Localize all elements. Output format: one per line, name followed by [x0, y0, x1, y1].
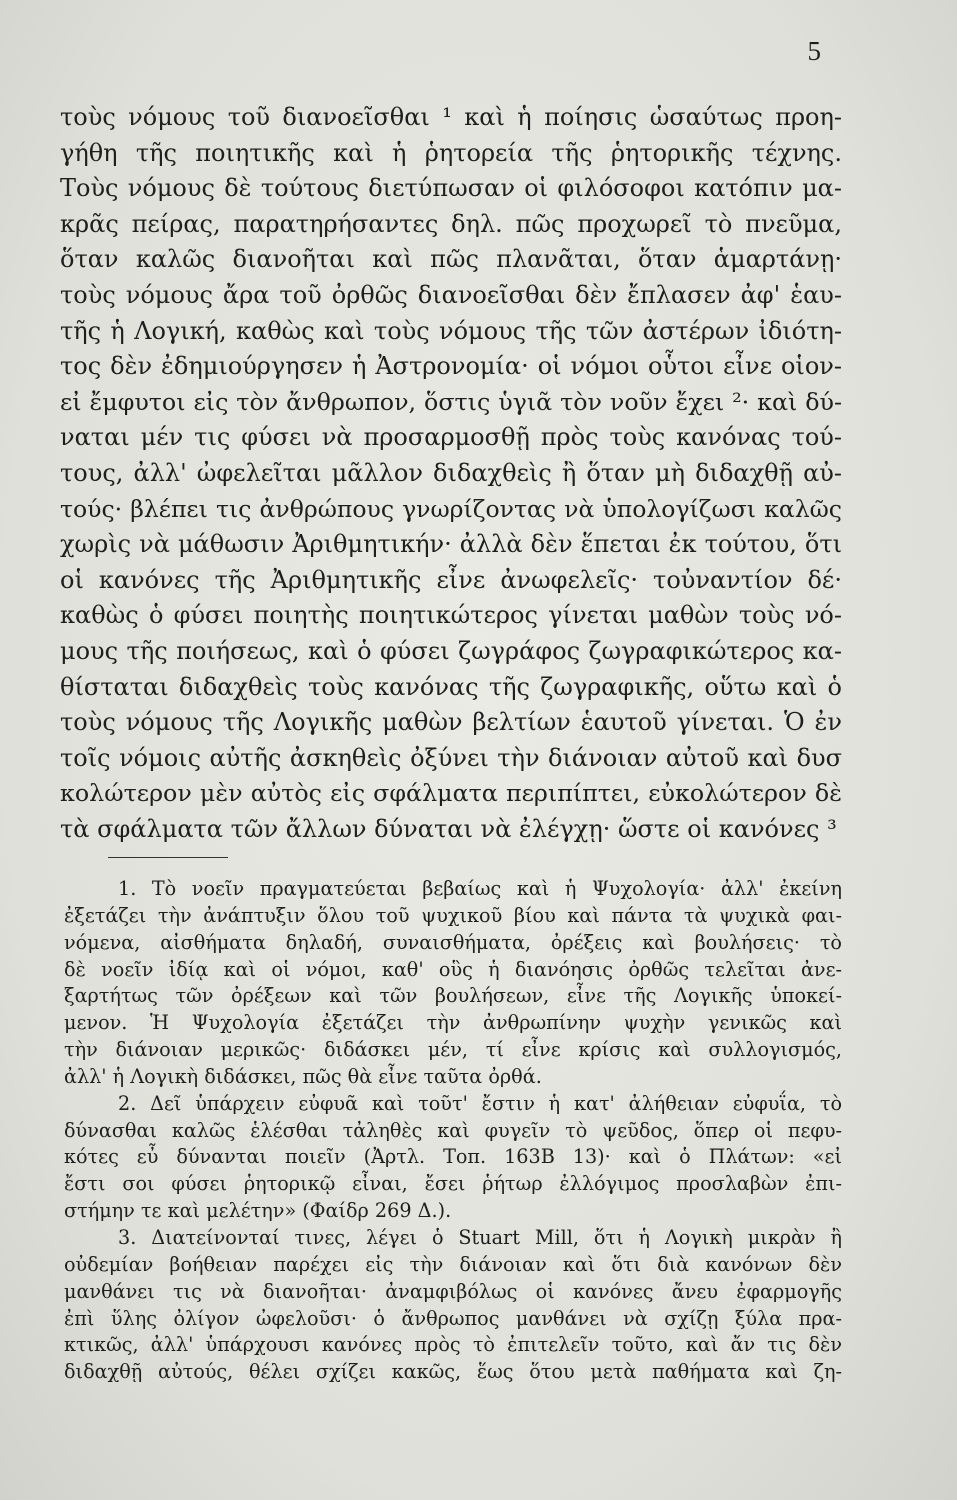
text-line: τὰ σφάλματα τῶν ἄλλων δύναται νὰ ἐλέγχῃ· ὥστε οἱ κανόνες ³: [60, 814, 837, 843]
footnote-line: κτικῶς, ἀλλ' ὑπάρχουσι κανόνες πρὸς τὸ ἐπιτελεῖν τοῦτο, καὶ ἄν τις δὲν: [64, 1333, 842, 1357]
text-line: ναται μέν τις φύσει νὰ προσαρμοσθῇ πρὸς τοὺς κανόνας τού-: [60, 423, 842, 452]
footnotes: [64, 876, 842, 1386]
footnote-line: ἐξετάζει τὴν ἀνάπτυξιν ὅλου τοῦ ψυχικοῦ βίου καὶ πάντα τὰ ψυχικὰ φαι-: [64, 903, 842, 927]
footnote-line: δύνασθαι καλῶς ἑλέσθαι τἀληθὲς καὶ φυγεῖν τὸ ψεῦδος, ὅπερ οἱ πεφυ-: [64, 1118, 842, 1142]
text-line: τούς· βλέπει τις ἀνθρώπους γνωρίζοντας νὰ ὑπολογίζωσι καλῶς: [60, 494, 842, 523]
text-line: κολώτερον μὲν αὐτὸς εἰς σφάλματα περιπίπτει, εὐκολώτερον δὲ: [60, 779, 842, 808]
footnote-line: 2. Δεῖ ὑπάρχειν εὐφυᾶ καὶ τοῦτ' ἔστιν ἡ κατ' ἀλήθειαν εὐφυΐα, τὸ: [118, 1091, 842, 1115]
footnote-line: ξαρτήτως τῶν ὀρέξεων καὶ τῶν βουλήσεων, εἶνε τῆς Λογικῆς ὑποκεί-: [64, 984, 842, 1008]
footnote-line: ἀλλ' ἡ Λογικὴ διδάσκει, πῶς θὰ εἶνε ταῦτα ὀρθά.: [64, 1064, 542, 1088]
text-line: γήθη τῆς ποιητικῆς καὶ ἡ ῥητορεία τῆς ῥητορικῆς τέχνης.: [60, 138, 842, 167]
footnote-line: μενον. Ἡ Ψυχολογία ἐξετάζει τὴν ἀνθρωπίνην ψυχὴν γενικῶς καὶ: [64, 1011, 842, 1035]
footnote-line: δὲ νοεῖν ἰδίᾳ καὶ οἱ νόμοι, καθ' οὓς ἡ διανόησις ὀρθῶς τελεῖται ἀνε-: [64, 957, 842, 981]
text-line: καθὼς ὁ φύσει ποιητὴς ποιητικώτερος γίνεται μαθὼν τοὺς νό-: [60, 601, 842, 630]
footnote-line: 3. Διατείνονταί τινες, λέγει ὁ Stuart Mill, ὅτι ἡ Λογικὴ μικρὰν ἢ: [118, 1225, 842, 1249]
text-line: τοὺς νόμους ἄρα τοῦ ὀρθῶς διανοεῖσθαι δὲν ἔπλασεν ἀφ' ἑαυ-: [60, 280, 842, 309]
text-line: χωρὶς νὰ μάθωσιν Ἀριθμητικήν· ἀλλὰ δὲν ἕπεται ἐκ τούτου, ὅτι: [60, 530, 842, 559]
text-line: τους, ἀλλ' ὠφελεῖται μᾶλλον διδαχθεὶς ἢ ὅταν μὴ διδαχθῇ αὐ-: [60, 458, 842, 487]
footnote-line: ἔστι σοι φύσει ῥητορικῷ εἶναι, ἔσει ῥήτωρ ἐλλόγιμος προσλαβὼν ἐπι-: [64, 1172, 842, 1196]
footnote-line: κότες εὖ δύνανται ποιεῖν (Ἀρτλ. Τοπ. 163Β 13)· καὶ ὁ Πλάτων: «εἰ: [64, 1145, 842, 1169]
text-line: Τοὺς νόμους δὲ τούτους διετύπωσαν οἱ φιλόσοφοι κατόπιν μα-: [60, 174, 842, 203]
text-line: τοῖς νόμοις αὐτῆς ἀσκηθεὶς ὀξύνει τὴν διάνοιαν αὐτοῦ καὶ δυσ: [60, 743, 842, 772]
footnote-line: νόμενα, αἰσθήματα δηλαδή, συναισθήματα, ὀρέξεις καὶ βουλήσεις· τὸ: [64, 930, 842, 954]
text-line: κρᾶς πείρας, παρατηρήσαντες δηλ. πῶς προχωρεῖ τὸ πνεῦμα,: [60, 209, 842, 238]
footnote-line: οὐδεμίαν βοήθειαν παρέχει εἰς τὴν διάνοιαν καὶ ὅτι διὰ κανόνων δὲν: [64, 1252, 842, 1276]
text-line: οἱ κανόνες τῆς Ἀριθμητικῆς εἶνε ἀνωφελεῖς· τοὐναντίον δέ·: [60, 565, 842, 594]
text-line: εἰ ἔμφυτοι εἰς τὸν ἄνθρωπον, ὅστις ὑγιᾶ τὸν νοῦν ἔχει ²· καὶ δύ-: [60, 387, 842, 416]
footnote-line: μανθάνει τις νὰ διανοῆται· ἀναμφιβόλως οἱ κανόνες ἄνευ ἐφαρμογῆς: [64, 1279, 842, 1303]
footnote-line: 1. Τὸ νοεῖν πραγματεύεται βεβαίως καὶ ἡ Ψυχολογία· ἀλλ' ἐκείνη: [118, 877, 842, 900]
main-text: [60, 100, 842, 847]
text-line: μους τῆς ποιήσεως, καὶ ὁ φύσει ζωγράφος ζωγραφικώτερος κα-: [60, 636, 842, 665]
text-line: τῆς ἡ Λογική, καθὼς καὶ τοὺς νόμους τῆς τῶν ἀστέρων ἰδιότη-: [60, 316, 842, 345]
footnote-line: στήμην τε καὶ μελέτην» (Φαίδρ 269 Δ.).: [64, 1199, 452, 1223]
text-line: τος δὲν ἐδημιούργησεν ἡ Ἀστρονομία· οἱ νόμοι οὗτοι εἶνε οἱον-: [60, 352, 842, 381]
footnote-separator: [108, 857, 228, 858]
text-line: τοὺς νόμους τῆς Λογικῆς μαθὼν βελτίων ἑαυτοῦ γίνεται. Ὁ ἐν: [60, 708, 842, 737]
text-line: ὅταν καλῶς διανοῆται καὶ πῶς πλανᾶται, ὅταν ἁμαρτάνῃ·: [60, 245, 842, 274]
footnote-line: διδαχθῇ αὐτούς, θέλει σχίζει κακῶς, ἕως ὅτου μετὰ παθήματα καὶ ζη-: [64, 1360, 842, 1384]
page-number: 5: [807, 36, 821, 66]
footnote-line: ἐπὶ ὕλης ὀλίγον ὠφελοῦσι· ὁ ἄνθρωπος μανθάνει νὰ σχίζῃ ξύλα πρα-: [64, 1306, 842, 1330]
text-line: τοὺς νόμους τοῦ διανοεῖσθαι ¹ καὶ ἡ ποίησις ὡσαύτως προη-: [60, 103, 842, 131]
footnote-line: τὴν διάνοιαν μερικῶς· διδάσκει μέν, τί εἶνε κρίσις καὶ συλλογισμός,: [64, 1038, 842, 1062]
text-line: θίσταται διδαχθεὶς τοὺς κανόνας τῆς ζωγραφικῆς, οὕτω καὶ ὁ: [60, 672, 842, 701]
